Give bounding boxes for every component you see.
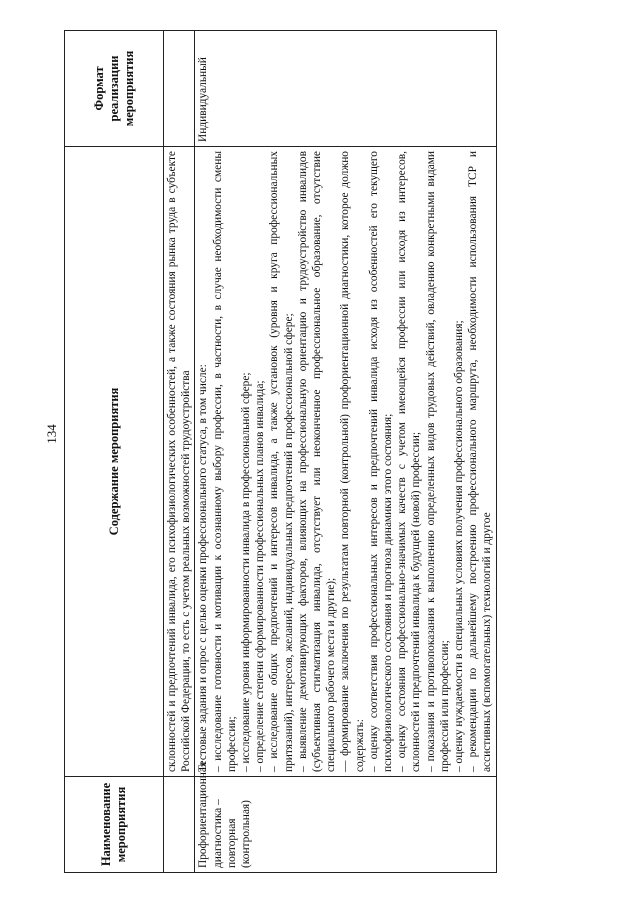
measures-table: [64, 30, 497, 873]
content-intro: Тестовые задания и опрос с целью оценки профессионального статуса, в том числе:: [197, 364, 210, 772]
table-row-continuation: [164, 31, 195, 873]
table-header-row: [65, 31, 164, 873]
header-content: Содержание мероприятия: [65, 147, 164, 777]
content-item: – исследование уровня информированности инвалида в профессиональной сфере;: [240, 372, 253, 772]
cell-name-main: Профориентационная диагностика – повторная (контрольная): [195, 777, 496, 873]
cell-format-continuation: [164, 31, 195, 147]
page-number: 134: [44, 424, 59, 444]
content-item: – оценку соответствия профессиональных интересов и предпочтений инвалида исходя из особенностей его текущего психофизиологического состояния и прогноза динамики этого состояния;: [367, 151, 395, 772]
cell-content-main: [195, 147, 496, 777]
cell-name-continuation: [164, 777, 195, 873]
rotated-table-area: [64, 31, 600, 873]
content-item: – показания и противопоказания к выполнению определенных видов трудовых действий, овладению конкретными видами профессий или профессии;: [424, 151, 451, 772]
content-item: – оценку состояния профессионально-значимых качеств с учетом имеющейся профессии или исходя из интересов, склонностей и предпочтений инвалида к будущей (новой) профессии;: [396, 151, 423, 772]
content-item: – определение степени сформированности профессиональных планов инвалида;: [254, 380, 267, 772]
content-item: — формирование заключения по результатам повторной (контрольной) профориентационной диагностики, которое должно содержать:: [339, 151, 366, 772]
table-row-main: [195, 31, 496, 873]
header-name: Наименование мероприятия: [65, 777, 164, 873]
cell-format-main: Индивидуальный: [195, 31, 496, 147]
content-item: – рекомендации по дальнейшему построению профессионального маршрута, необходимости использования ТСР и ассистивных (вспомогательных) технологий и другое: [467, 151, 494, 772]
cell-content-continuation: склонностей и предпочтений инвалида, его психофизиологических особенностей, а также состояния рынка труда в субъекте Российской Федерации, то есть с учетом реальных возможностей трудоустройства: [164, 147, 195, 777]
content-item: – выявление демотивирующих факторов, влияющих на профессиональную ориентацию и трудоустройство инвалидов (субъективная стигматизация инвалида, отсутствует или неоконченное профессиональное образование, отсутствие специального рабочего места и другие);: [296, 151, 338, 772]
header-format: Формат реализации мероприятия: [65, 31, 164, 147]
content-item: – исследование общих предпочтений и интересов инвалида, а также установок (уровня и круга профессиональных притязаний), интересов, желаний, индивидуальных предпочтений в профессиональной сфере;: [268, 151, 295, 772]
content-item: – оценку нуждаемости в специальных условиях получения профессионального образования;: [453, 320, 466, 772]
content-item: – исследование готовности и мотивации к осознанному выбору профессии, в частности, в случае необходимости смены профессии;: [211, 151, 238, 772]
